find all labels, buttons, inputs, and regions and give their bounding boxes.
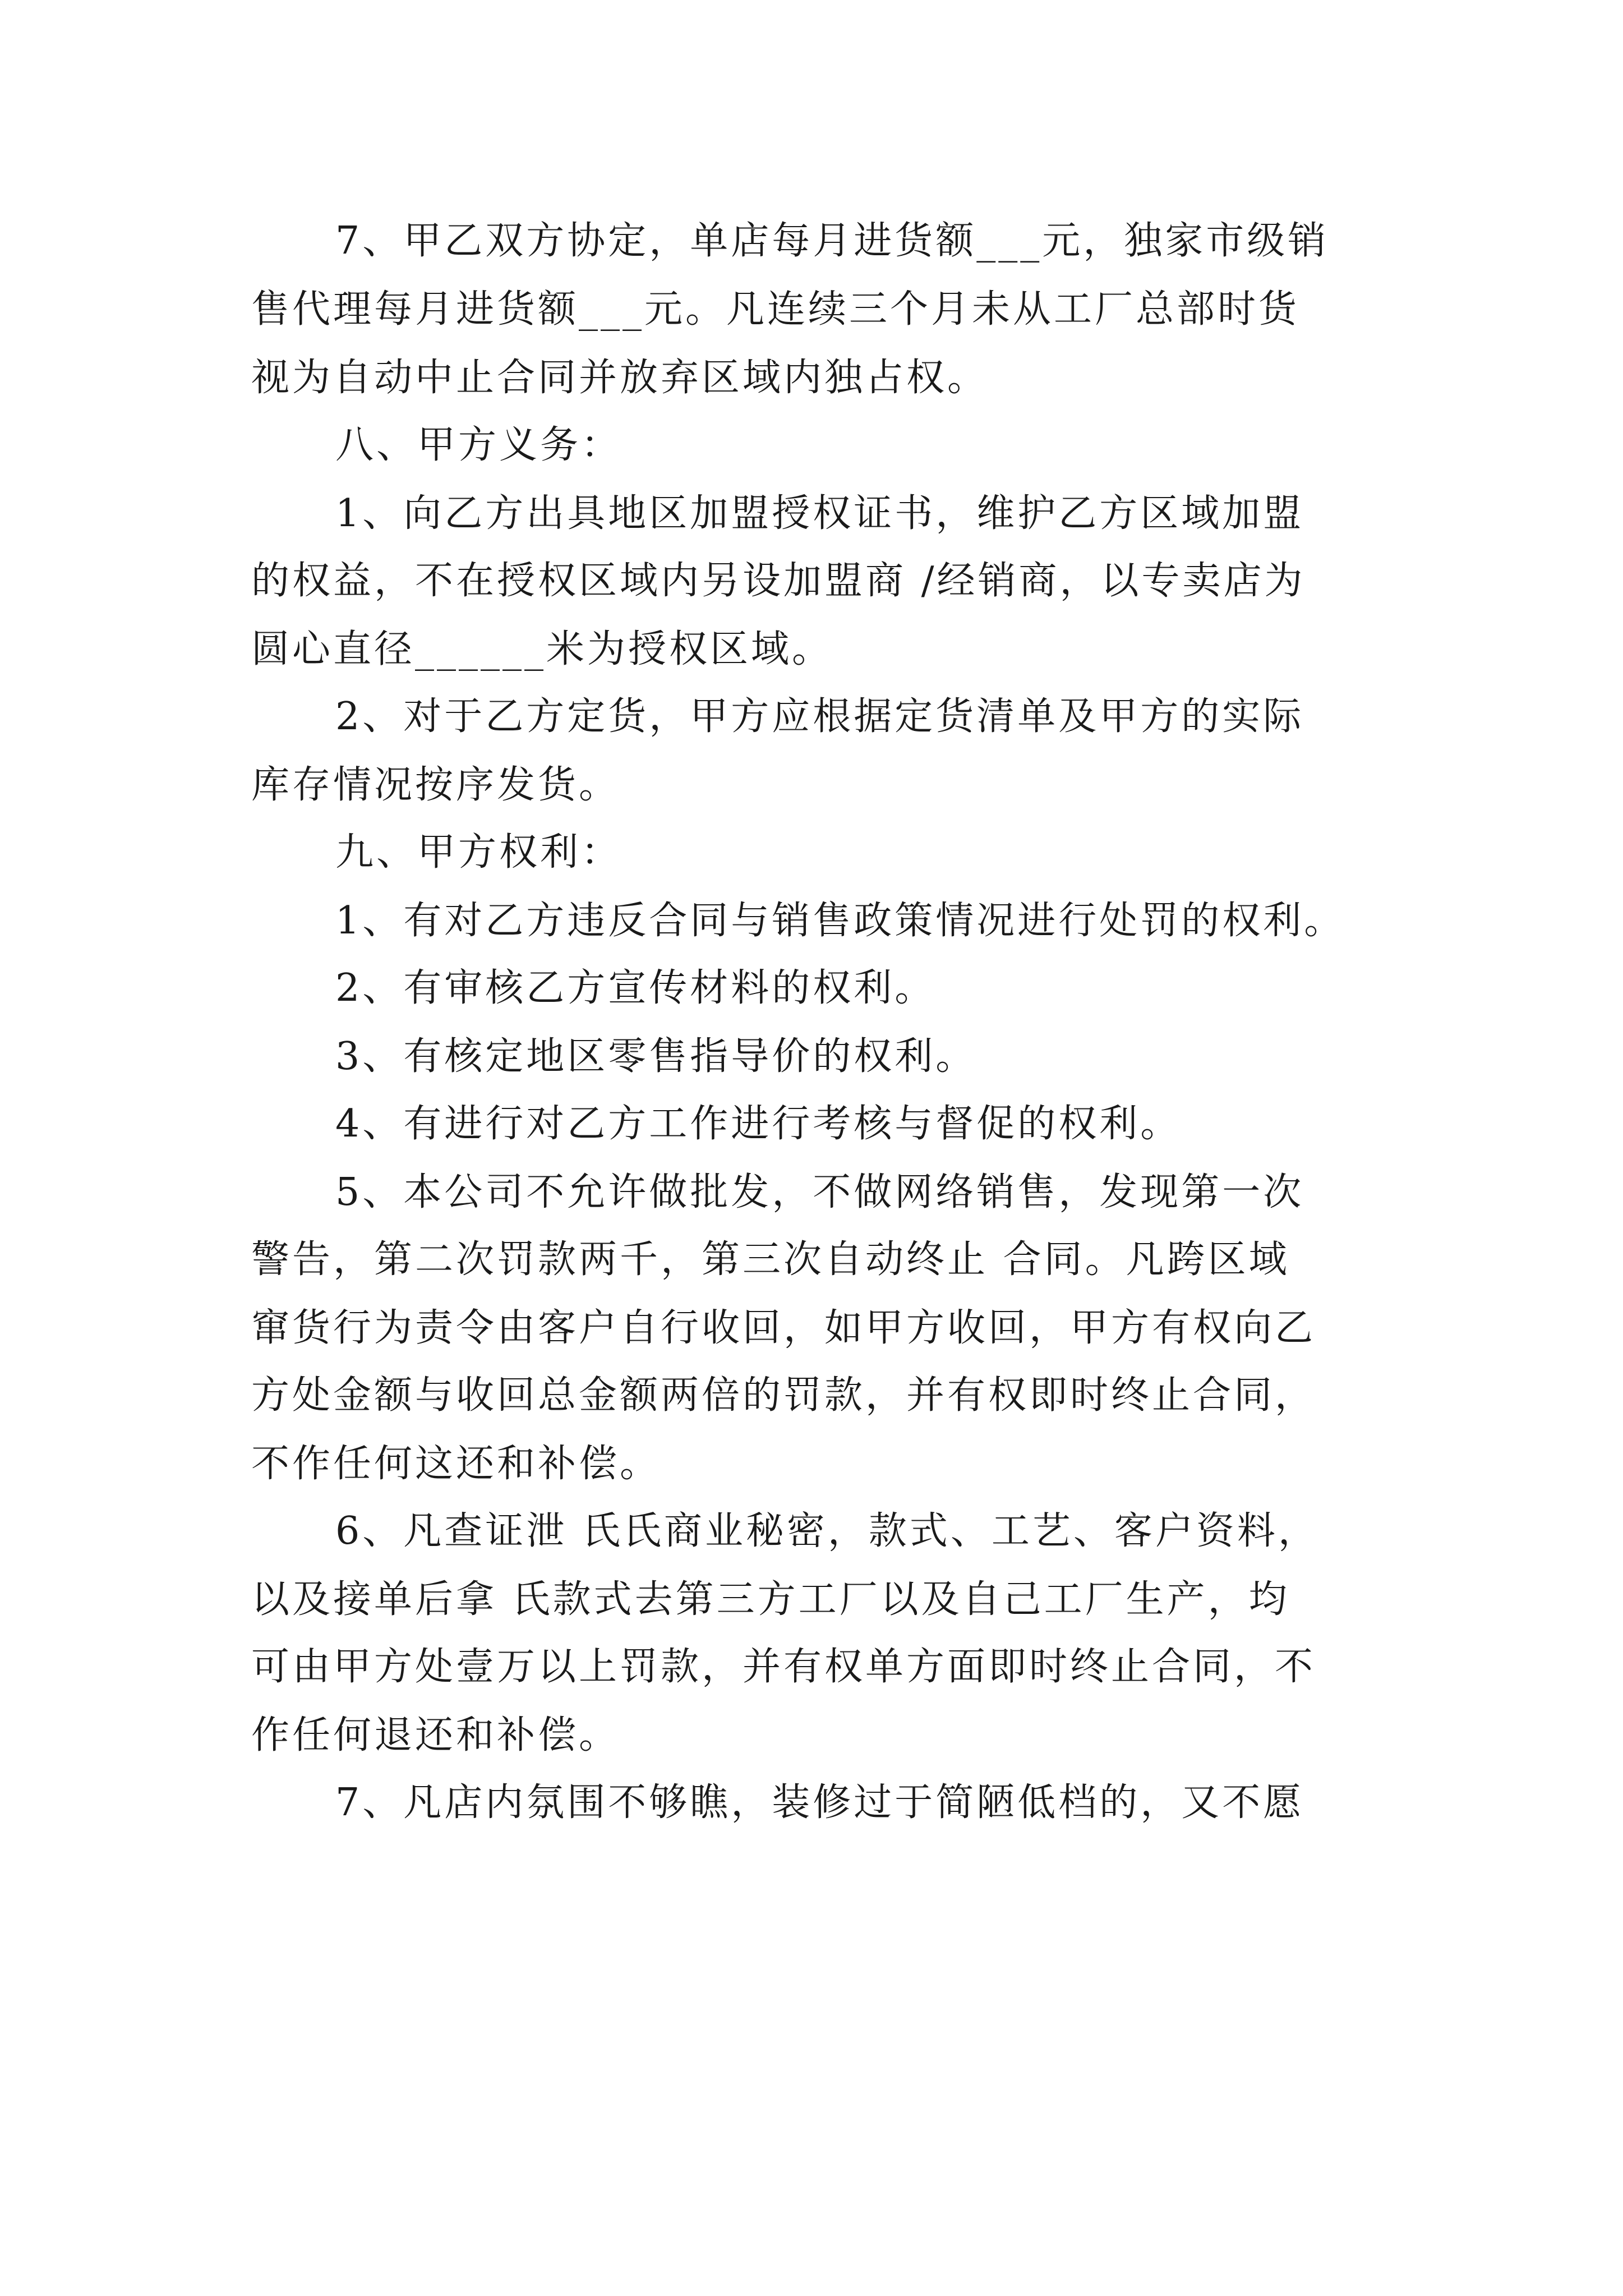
paragraph-line: 7、甲乙双方协定，单店每月进货额___元，独家市级销 <box>335 219 1329 263</box>
paragraph-line: 4、有进行对乙方工作进行考核与督促的权利。 <box>335 1102 1182 1146</box>
paragraph-line: 警告，第二次罚款两千，第三次自动终止 合同。凡跨区域 <box>251 1237 1290 1282</box>
section-heading: 八、甲方义务： <box>335 423 623 467</box>
paragraph-line: 6、凡查证泄 氏氏商业秘密，款式、工艺、客户资料， <box>335 1509 1319 1553</box>
paragraph-line: 圆心直径______米为授权区域。 <box>251 627 833 671</box>
paragraph-line: 2、对于乙方定货，甲方应根据定货清单及甲方的实际 <box>335 694 1304 739</box>
paragraph-line: 5、本公司不允许做批发，不做网络销售，发现第一次 <box>335 1170 1304 1214</box>
section-heading: 九、甲方权利： <box>335 830 623 875</box>
paragraph-line: 的权益，不在授权区域内另设加盟商 /经销商，以专卖店为 <box>251 559 1306 603</box>
paragraph-line: 库存情况按序发货。 <box>251 763 620 807</box>
paragraph-line: 1、向乙方出具地区加盟授权证书，维护乙方区域加盟 <box>335 491 1304 536</box>
paragraph-line: 方处金额与收回总金额两倍的罚款，并有权即时终止合同， <box>251 1373 1316 1418</box>
paragraph-line: 1、有对乙方违反合同与销售政策情况进行处罚的权利。 <box>335 899 1345 943</box>
paragraph-line: 可由甲方处壹万以上罚款，并有权单方面即时终止合同，不 <box>251 1645 1316 1689</box>
paragraph-line: 3、有核定地区零售指导价的权利。 <box>335 1034 977 1079</box>
paragraph-line: 作任何退还和补偿。 <box>251 1713 620 1757</box>
paragraph-line: 售代理每月进货额___元。凡连续三个月未从工厂总部时货 <box>251 287 1300 332</box>
paragraph-line: 视为自动中止合同并放弃区域内独占权。 <box>251 356 989 400</box>
paragraph-line: 7、凡店内氛围不够瞧，装修过于简陋低档的，又不愿 <box>335 1780 1304 1825</box>
paragraph-line: 窜货行为责令由客户自行收回，如甲方收回，甲方有权向乙 <box>251 1306 1316 1350</box>
paragraph-line: 以及接单后拿 氏款式去第三方工厂以及自己工厂生产，均 <box>251 1577 1290 1622</box>
paragraph-line: 不作任何这还和补偿。 <box>251 1442 661 1486</box>
paragraph-line: 2、有审核乙方宣传材料的权利。 <box>335 966 936 1010</box>
